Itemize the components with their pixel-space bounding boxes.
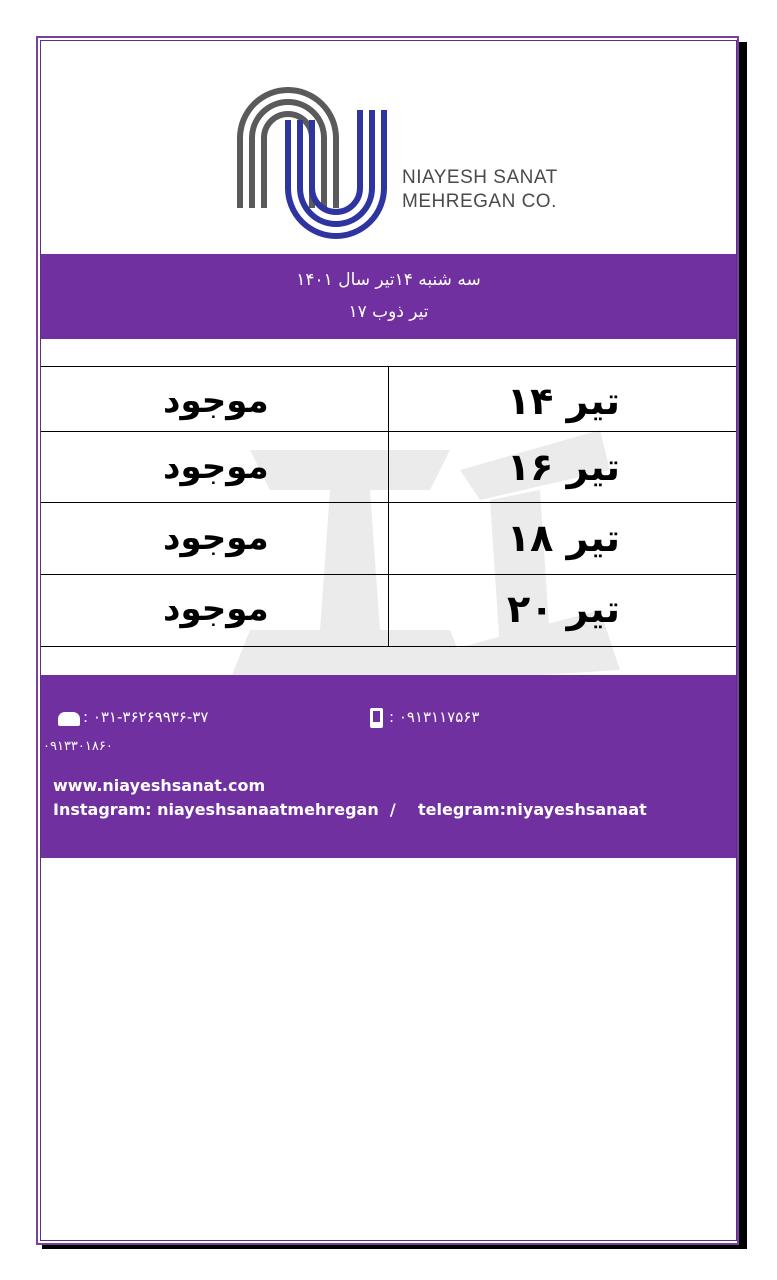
header-band (41, 254, 736, 339)
page-subtitle: تیر ذوب ۱۷ (348, 302, 429, 322)
telephone-icon (58, 712, 80, 726)
website-link[interactable]: www.niayeshsanat.com (53, 776, 266, 795)
mobile-icon (370, 708, 383, 728)
company-logo-icon (234, 80, 544, 240)
table-row (41, 576, 736, 646)
contact-band (41, 675, 736, 858)
product-status: موجود (163, 447, 269, 487)
mobile-number: : ۰۹۱۳۱۱۷۵۶۳ (389, 708, 480, 726)
mobile-number-2: ۰۹۱۳۳۰۱۸۶۰ (43, 739, 113, 754)
table-row (41, 434, 736, 504)
company-name: NIAYESH SANAT MEHREGAN CO. (402, 167, 558, 212)
phone-number: : ۰۳۱-۳۶۲۶۹۹۳۶-۳۷ (83, 708, 209, 726)
product-status: موجود (163, 589, 269, 629)
product-status: موجود (163, 518, 269, 558)
product-name: تیر ۱۶ (506, 445, 620, 489)
product-name: تیر ۲۰ (506, 587, 620, 631)
social-links[interactable]: Instagram: niayeshsanaatmehregan / telegram:niyayeshsanaat (53, 800, 647, 819)
table-row (41, 368, 736, 438)
date-line: سه شنبه ۱۴تیر سال ۱۴۰۱ (296, 270, 481, 290)
product-name: تیر ۱۴ (506, 379, 620, 423)
price-table (41, 366, 736, 647)
product-status: موجود (163, 381, 269, 421)
product-name: تیر ۱۸ (506, 516, 620, 560)
table-row (41, 505, 736, 575)
